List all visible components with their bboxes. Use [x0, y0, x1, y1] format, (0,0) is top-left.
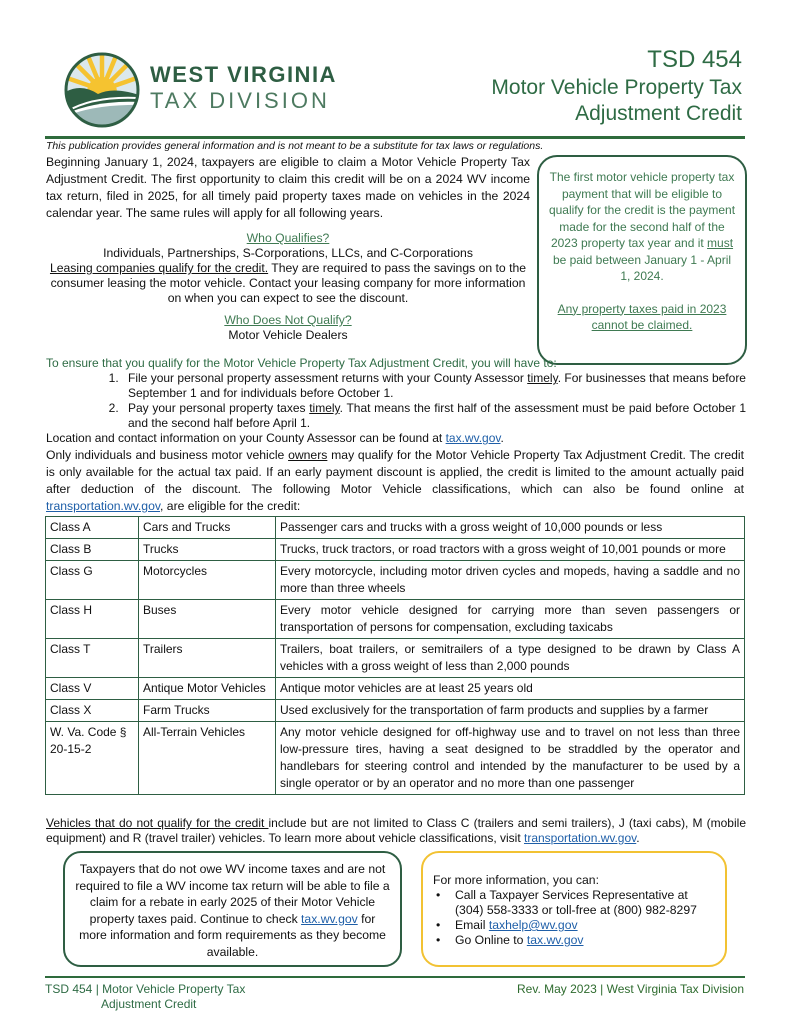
- req1-text-b: . For businesses that means before September 1 and for individuals before October 1.: [128, 371, 746, 400]
- class-cell: W. Va. Code § 20-15-2: [46, 722, 139, 795]
- non-qualifying-vehicles: [46, 816, 746, 846]
- sun-over-mountains-logo-icon: [62, 50, 142, 130]
- description-cell: Passenger cars and trucks with a gross weight of 10,000 pounds or less: [276, 517, 745, 539]
- description-cell: Trailers, boat trailers, or semitrailers of a type designed to be drawn by Class A vehicles with a gross weight of less than 2,000 pounds: [276, 639, 745, 678]
- callout-text-after: be paid between January 1 - April 1, 2024.: [552, 252, 732, 283]
- call-text: Call a Taxpayer Services Representative at (304) 558-3333 or toll-free at (800) 982-8297: [455, 888, 697, 917]
- header-divider: [45, 136, 745, 139]
- leasing-rest: They are required to pass the savings on to the consumer leasing the motor vehicle. Contact your leasing company for more information on when you can expect to see the discount.: [50, 261, 527, 305]
- requirements-list: [46, 371, 746, 431]
- rebate-info-box: [63, 851, 402, 967]
- req1-text-a: File your personal property assessment returns with your County Assessor: [128, 371, 528, 385]
- table-row: [46, 517, 745, 539]
- rebate-text-before: Taxpayers that do not owe WV income taxes and are not required to file a WV income tax return will be able to file a claim for a rebate in early 2025 of their Motor Vehicle property taxes paid. Continue to check: [75, 862, 390, 926]
- non-qualifying-entities: Motor Vehicle Dealers: [228, 328, 348, 342]
- intro-paragraph: Beginning January 1, 2024, taxpayers are eligible to claim a Motor Vehicle Property Tax Adjustment Credit. The first opportunity to claim this credit will be on a 2024 WV income tax return, filed in 2025, for all timely paid property taxes made on vehicles in the 2024 calendar year. The same rules will apply for all following years.: [46, 155, 530, 220]
- doc-title-line1: Motor Vehicle Property Tax: [491, 76, 742, 99]
- owners-paragraph: [46, 447, 744, 515]
- callout-note: Any property taxes paid in 2023 cannot be claimed.: [557, 301, 727, 332]
- footer-right: Rev. May 2023 | West Virginia Tax Division: [517, 982, 744, 996]
- footer-left-line1: TSD 454 | Motor Vehicle Property Tax: [45, 982, 246, 996]
- bullet-icon: •: [436, 933, 441, 947]
- class-cell: Class B: [46, 539, 139, 561]
- requirement-item: [122, 401, 746, 431]
- contact-lead: For more information, you can:: [433, 873, 599, 887]
- not-qualify-underlined: Vehicles that do not qualify for the credit: [46, 816, 269, 830]
- type-cell: Trailers: [139, 639, 276, 678]
- owners-text-1: Only individuals and business motor vehicle: [46, 448, 289, 462]
- contact-info-box: [421, 851, 727, 967]
- owners-emphasis: owners: [288, 448, 328, 462]
- callout-emphasis: must: [707, 236, 734, 250]
- class-cell: Class G: [46, 561, 139, 600]
- requirements-section: [46, 356, 746, 446]
- footer-left-line2: Adjustment Credit: [101, 997, 197, 1011]
- who-qualifies-section: [46, 231, 530, 306]
- table-row: [46, 561, 745, 600]
- type-cell: Trucks: [139, 539, 276, 561]
- footer-left: [45, 982, 245, 1012]
- transportation-link-2[interactable]: transportation.wv.gov: [523, 831, 637, 845]
- not-qualify-end: .: [636, 831, 640, 845]
- agency-wordmark: [150, 62, 337, 114]
- who-not-qualify-heading: Who Does Not Qualify?: [224, 313, 352, 327]
- class-cell: Class H: [46, 600, 139, 639]
- title-block: [491, 46, 742, 126]
- wordmark-line2: TAX DIVISION: [150, 88, 330, 113]
- disclaimer: This publication provides general information and is not meant to be a substitute for tax laws or regulations.: [46, 140, 544, 152]
- requirement-item: [122, 371, 746, 401]
- contact-item-call: [433, 888, 715, 918]
- first-payment-callout: [537, 155, 747, 365]
- bullet-icon: •: [436, 888, 441, 902]
- classification-table: [45, 516, 745, 795]
- description-cell: Every motorcycle, including motor driven cycles and mopeds, having a saddle and no more than three wheels: [276, 561, 745, 600]
- contact-item-online: [433, 933, 715, 948]
- transportation-link[interactable]: transportation.wv.gov: [46, 499, 161, 513]
- rebate-text-after: for more information and form requirements as they become available.: [79, 911, 386, 959]
- tax-wv-gov-link[interactable]: tax.wv.gov: [445, 431, 501, 445]
- description-cell: Trucks, truck tractors, or road tractors with a gross weight of 10,001 pounds or more: [276, 539, 745, 561]
- table-row: [46, 678, 745, 700]
- tax-wv-gov-link-2[interactable]: tax.wv.gov: [301, 911, 358, 926]
- description-cell: Antique motor vehicles are at least 25 years old: [276, 678, 745, 700]
- wordmark-line1: WEST VIRGINIA: [150, 62, 337, 87]
- class-cell: Class A: [46, 517, 139, 539]
- qualifying-entities: Individuals, Partnerships, S-Corporations, LLCs, and C-Corporations: [103, 246, 473, 260]
- type-cell: Motorcycles: [139, 561, 276, 600]
- online-text: Go Online to: [455, 933, 527, 947]
- description-cell: Any motor vehicle designed for off-highway use and to travel on not less than three low-pressure tires, having a seat designed to be straddled by the operator and handlebars for steering control and intended by the manufacturer to be used by a single operator or by an operator and no more than one passenger: [276, 722, 745, 795]
- callout-text-before: The first motor vehicle property tax payment that will be eligible to qualify for the credit is the payment made for the second half of the 2023 property tax year and it: [548, 170, 736, 250]
- owners-text-2: may qualify for the Motor Vehicle Property Tax Adjustment Credit. The credit is only available for the actual tax paid. If an early payment discount is applied, the credit is limited to the amount actually paid after deduction of the discount. The following Motor Vehicle classifications, which can also be found online at: [46, 448, 744, 496]
- description-cell: Every motor vehicle designed for carrying more than seven passengers or transportation of persons for compensation, excluding taxicabs: [276, 600, 745, 639]
- email-text: Email: [455, 918, 489, 932]
- location-end: .: [500, 431, 504, 445]
- class-cell: Class T: [46, 639, 139, 678]
- table-row: [46, 639, 745, 678]
- requirements-lead: To ensure that you qualify for the Motor Vehicle Property Tax Adjustment Credit, you will have to:: [46, 356, 557, 370]
- table-row: [46, 539, 745, 561]
- not-qualify-rest: include but are not limited to Class C (trailers and semi trailers), J (taxi cabs), M (mobile equipment) and R (travel trailer) vehicles. To learn more about vehicle classifications, visit: [46, 816, 746, 845]
- req1-emphasis: timely: [527, 371, 558, 385]
- type-cell: Buses: [139, 600, 276, 639]
- assessor-location-note: [46, 431, 746, 446]
- leasing-underlined: Leasing companies qualify for the credit.: [49, 261, 269, 275]
- footer-divider: [45, 976, 745, 978]
- contact-list: [433, 888, 715, 948]
- class-cell: Class V: [46, 678, 139, 700]
- location-text: Location and contact information on your County Assessor can be found at: [46, 431, 446, 445]
- email-link[interactable]: taxhelp@wv.gov: [488, 918, 578, 932]
- description-cell: Used exclusively for the transportation of farm products and supplies by a farmer: [276, 700, 745, 722]
- table-row: [46, 600, 745, 639]
- type-cell: Antique Motor Vehicles: [139, 678, 276, 700]
- contact-item-email: [433, 918, 715, 933]
- doc-title-line2: Adjustment Credit: [575, 102, 742, 125]
- who-not-qualify-section: [46, 313, 530, 343]
- type-cell: Cars and Trucks: [139, 517, 276, 539]
- leasing-note: [46, 261, 530, 306]
- tax-wv-gov-link-3[interactable]: tax.wv.gov: [526, 933, 584, 947]
- req2-text-b: . That means the first half of the assessment must be paid before October 1 and the second half before April 1.: [128, 401, 746, 430]
- req2-text-a: Pay your personal property taxes: [128, 401, 310, 415]
- type-cell: Farm Trucks: [139, 700, 276, 722]
- who-qualifies-heading: Who Qualifies?: [246, 231, 330, 245]
- req2-emphasis: timely: [309, 401, 340, 415]
- bullet-icon: •: [436, 918, 441, 932]
- table-row: [46, 722, 745, 795]
- doc-code: TSD 454: [647, 46, 742, 73]
- table-row: [46, 700, 745, 722]
- class-cell: Class X: [46, 700, 139, 722]
- owners-text-3: , are eligible for the credit:: [160, 499, 301, 513]
- type-cell: All-Terrain Vehicles: [139, 722, 276, 795]
